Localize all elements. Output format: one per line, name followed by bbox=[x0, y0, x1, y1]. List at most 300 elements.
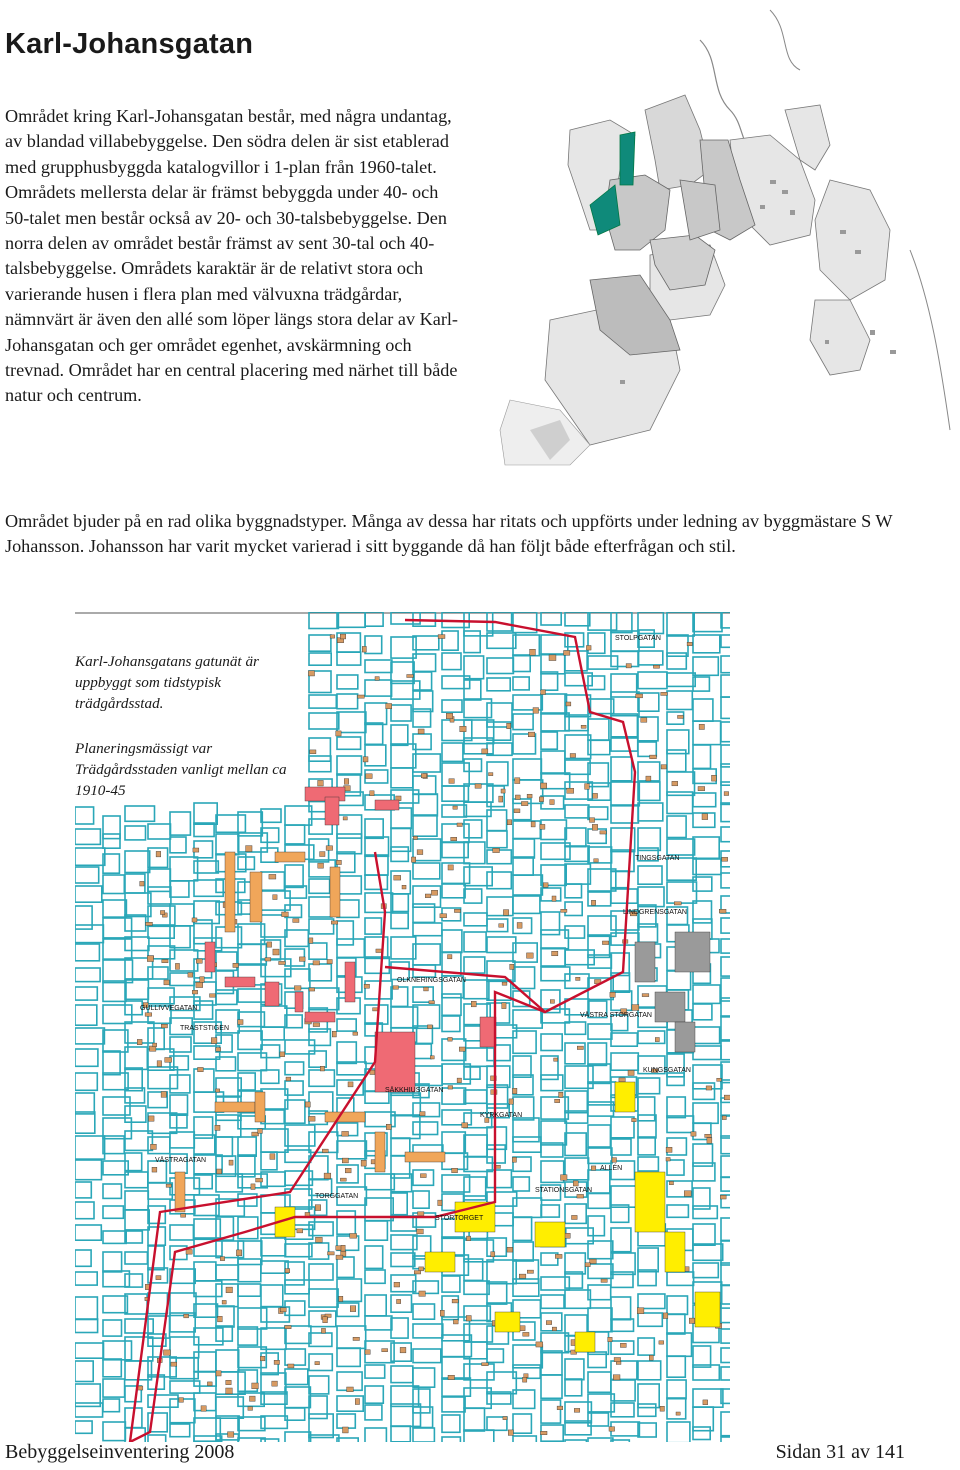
building bbox=[297, 1229, 303, 1233]
building bbox=[705, 1134, 712, 1137]
building bbox=[318, 863, 324, 868]
building bbox=[393, 986, 398, 989]
building bbox=[717, 1078, 722, 1081]
building bbox=[417, 850, 423, 855]
building bbox=[448, 1375, 454, 1379]
building bbox=[552, 951, 558, 956]
building bbox=[225, 852, 235, 932]
building bbox=[285, 1326, 291, 1329]
building bbox=[299, 957, 305, 961]
building bbox=[430, 1056, 434, 1059]
street-label: KUNGSGATAN bbox=[643, 1067, 691, 1074]
building bbox=[528, 732, 535, 737]
building bbox=[273, 895, 277, 900]
building bbox=[527, 953, 534, 958]
building bbox=[162, 960, 168, 963]
building bbox=[267, 942, 272, 947]
building bbox=[362, 646, 366, 652]
building bbox=[340, 1178, 346, 1181]
building bbox=[313, 961, 320, 965]
building bbox=[457, 823, 462, 827]
building bbox=[523, 1377, 527, 1382]
building bbox=[330, 867, 340, 917]
building bbox=[325, 1112, 365, 1122]
building bbox=[156, 851, 161, 856]
building bbox=[370, 791, 374, 796]
building bbox=[577, 1194, 584, 1198]
building bbox=[564, 651, 570, 656]
building bbox=[466, 1316, 471, 1321]
building bbox=[157, 1061, 162, 1067]
building bbox=[491, 1252, 495, 1257]
building bbox=[555, 1254, 562, 1258]
building bbox=[453, 806, 457, 809]
building bbox=[175, 1172, 185, 1212]
building bbox=[659, 1341, 664, 1344]
building bbox=[397, 1299, 401, 1303]
building bbox=[440, 914, 447, 918]
street-label: KYRKGATAN bbox=[480, 1112, 523, 1119]
building bbox=[165, 1058, 172, 1063]
building bbox=[248, 1407, 253, 1411]
building bbox=[527, 794, 532, 798]
street-label: STATIONSGATAN bbox=[535, 1187, 593, 1194]
building bbox=[218, 1316, 223, 1322]
building bbox=[386, 704, 392, 709]
building bbox=[561, 909, 567, 912]
building bbox=[201, 1406, 206, 1411]
building bbox=[419, 1291, 425, 1296]
building bbox=[200, 977, 204, 983]
building bbox=[226, 1287, 232, 1293]
building bbox=[222, 1300, 226, 1304]
building bbox=[574, 1408, 580, 1412]
building bbox=[265, 982, 279, 1006]
building bbox=[343, 817, 347, 820]
building bbox=[341, 1245, 345, 1251]
building bbox=[575, 1332, 595, 1352]
building bbox=[719, 909, 726, 913]
building bbox=[407, 675, 414, 678]
building bbox=[550, 800, 554, 805]
building bbox=[160, 911, 164, 915]
building bbox=[260, 1356, 265, 1361]
building bbox=[586, 646, 591, 651]
building bbox=[309, 938, 313, 943]
building bbox=[502, 982, 507, 985]
building bbox=[446, 713, 453, 718]
building bbox=[216, 1371, 221, 1376]
building bbox=[541, 1431, 548, 1435]
building bbox=[400, 1347, 406, 1352]
building bbox=[507, 820, 511, 825]
building bbox=[318, 780, 324, 786]
building bbox=[523, 1332, 529, 1336]
building bbox=[635, 942, 655, 982]
building bbox=[375, 677, 379, 681]
building bbox=[628, 1070, 634, 1075]
building bbox=[382, 1349, 388, 1352]
building bbox=[394, 1282, 400, 1287]
building bbox=[438, 1200, 442, 1205]
building bbox=[642, 994, 649, 997]
building bbox=[703, 1400, 708, 1405]
building bbox=[309, 1116, 316, 1121]
building bbox=[515, 778, 520, 784]
building bbox=[475, 784, 481, 788]
building bbox=[429, 1001, 435, 1004]
building bbox=[689, 1318, 694, 1323]
building bbox=[323, 1317, 328, 1323]
building bbox=[541, 690, 546, 695]
building bbox=[612, 1158, 617, 1163]
building bbox=[215, 1102, 255, 1112]
building bbox=[272, 1381, 278, 1386]
street-label: VÄSTRA STORGATAN bbox=[580, 1012, 652, 1019]
street-map bbox=[75, 612, 730, 1442]
building bbox=[480, 1017, 496, 1047]
building bbox=[609, 1427, 615, 1431]
building bbox=[217, 1169, 222, 1174]
building bbox=[601, 1279, 607, 1282]
building bbox=[530, 649, 536, 655]
building bbox=[722, 857, 728, 861]
building bbox=[421, 774, 426, 778]
building bbox=[513, 1088, 517, 1093]
building bbox=[672, 781, 678, 786]
building bbox=[207, 1382, 212, 1386]
building bbox=[285, 1269, 290, 1273]
building bbox=[220, 1257, 224, 1261]
building bbox=[503, 910, 508, 916]
building bbox=[147, 956, 153, 962]
building bbox=[328, 1252, 335, 1255]
building bbox=[554, 1058, 558, 1061]
building bbox=[265, 958, 271, 961]
building-types-paragraph: Området bjuder på en rad olika byggnadstyper. Många av dessa har ritats och uppförts under ledning av byggmästare S W Johansson. Johansson har varit mycket varierad i sitt byggande då han följt både efterfrågan och stil. bbox=[5, 511, 893, 557]
building bbox=[666, 1158, 670, 1162]
building bbox=[555, 1099, 560, 1102]
building bbox=[665, 1232, 685, 1272]
building bbox=[527, 1270, 533, 1273]
building bbox=[655, 1038, 659, 1042]
building bbox=[405, 1152, 445, 1162]
building bbox=[417, 1229, 424, 1234]
building bbox=[342, 1158, 348, 1163]
intro-paragraph: Området kring Karl-Johansgatan består, med några undantag, av blandad villabebyggelse. Den södra delen är sist etablerad med grupphusbyggda katalogvillor i 1-plan från 1960-talet. Områdets mellersta delar är främst bebyggda under 40- och 50-talet men består också av 20- och 30-talsbebyggelse. Den norra delen av området består främst av sent 30-tal och 40-talsbebyggelse. Områdets karaktär är de relativt stora och varierande husen i flera plan med välvuxna trädgårdar, nämnvärt är även den allé som löper längs stora delar av Karl-Johansgatan och ger området egenhet, avskärmning och trevnad. Området har en central placering med närhet till både natur och centrum. bbox=[5, 106, 458, 406]
building bbox=[543, 883, 548, 887]
building bbox=[663, 1313, 668, 1319]
building bbox=[179, 1398, 184, 1403]
building bbox=[419, 1267, 424, 1271]
building bbox=[280, 1052, 285, 1057]
building bbox=[489, 773, 493, 776]
building bbox=[411, 857, 415, 862]
building bbox=[650, 755, 657, 759]
building bbox=[375, 800, 399, 810]
building bbox=[364, 984, 369, 988]
building bbox=[573, 1181, 578, 1186]
building bbox=[438, 635, 445, 639]
building bbox=[350, 1306, 356, 1312]
building bbox=[448, 1086, 453, 1089]
building bbox=[269, 874, 276, 879]
building bbox=[270, 1154, 275, 1160]
building bbox=[531, 822, 535, 827]
building bbox=[161, 1092, 166, 1098]
building bbox=[695, 1292, 720, 1327]
building bbox=[313, 1023, 320, 1027]
building bbox=[402, 885, 406, 889]
building bbox=[205, 942, 215, 972]
building bbox=[149, 1116, 155, 1121]
building bbox=[236, 1250, 241, 1256]
building bbox=[724, 1095, 730, 1100]
building bbox=[591, 1166, 596, 1170]
street-label: SÄKKHIUSGATAN bbox=[385, 1087, 444, 1094]
building bbox=[327, 960, 332, 964]
building bbox=[331, 921, 337, 924]
building bbox=[425, 894, 431, 898]
building bbox=[273, 949, 279, 955]
building bbox=[418, 729, 424, 734]
building bbox=[637, 1308, 644, 1314]
building bbox=[332, 1031, 336, 1037]
building bbox=[166, 1184, 171, 1187]
building bbox=[535, 1222, 565, 1247]
building bbox=[590, 818, 595, 823]
building bbox=[315, 1362, 320, 1365]
building bbox=[326, 846, 333, 851]
street-label: TRASTSTIGEN bbox=[180, 1025, 230, 1032]
building bbox=[418, 1212, 424, 1216]
building bbox=[669, 1181, 673, 1184]
building bbox=[215, 1125, 220, 1130]
building bbox=[425, 1252, 455, 1272]
building bbox=[226, 1380, 231, 1385]
building bbox=[376, 949, 382, 953]
building bbox=[576, 977, 580, 980]
building bbox=[699, 724, 704, 729]
building bbox=[275, 852, 305, 862]
street-label: VÄSTRAGATAN bbox=[155, 1157, 207, 1164]
building bbox=[594, 859, 599, 862]
building bbox=[512, 1157, 516, 1162]
building bbox=[336, 1255, 343, 1259]
building bbox=[691, 1132, 696, 1136]
building bbox=[330, 635, 335, 638]
building bbox=[156, 1276, 161, 1280]
building bbox=[675, 1022, 695, 1052]
building bbox=[707, 1138, 712, 1144]
building bbox=[420, 1112, 425, 1116]
map-caption-garden-city: Karl-Johansgatans gatunät är uppbyggt som tidstypisk trädgårdsstad. bbox=[75, 651, 290, 714]
building bbox=[459, 1047, 465, 1051]
building bbox=[482, 1363, 489, 1366]
building bbox=[678, 715, 684, 718]
building bbox=[325, 797, 339, 825]
building bbox=[322, 1149, 328, 1152]
building bbox=[345, 962, 355, 1002]
building bbox=[585, 1263, 590, 1267]
building bbox=[153, 1043, 157, 1047]
building bbox=[585, 784, 590, 790]
building bbox=[510, 964, 514, 969]
street-label: ALLÉN bbox=[600, 1165, 623, 1172]
building bbox=[448, 1037, 452, 1041]
building bbox=[252, 1383, 259, 1389]
building bbox=[246, 846, 252, 852]
building bbox=[309, 988, 315, 991]
building bbox=[280, 1308, 286, 1312]
building bbox=[570, 754, 576, 758]
building bbox=[495, 1312, 520, 1332]
building bbox=[451, 837, 457, 841]
building bbox=[499, 924, 504, 928]
building bbox=[593, 793, 598, 798]
building bbox=[620, 1343, 626, 1347]
building bbox=[467, 1236, 471, 1241]
building bbox=[363, 757, 368, 762]
building bbox=[471, 1001, 476, 1007]
building bbox=[348, 1082, 353, 1087]
building bbox=[684, 1191, 691, 1197]
building bbox=[210, 994, 216, 997]
building bbox=[561, 1175, 568, 1180]
street-label: TORGGATAN bbox=[315, 1193, 359, 1200]
building bbox=[137, 1039, 142, 1044]
building bbox=[460, 726, 466, 732]
building bbox=[365, 1350, 370, 1355]
building bbox=[503, 1417, 507, 1420]
building bbox=[550, 1000, 554, 1004]
street-label: STORTORGET bbox=[435, 1215, 484, 1222]
building bbox=[649, 1355, 653, 1360]
building bbox=[413, 836, 417, 839]
building bbox=[293, 919, 299, 923]
building bbox=[552, 896, 556, 901]
building bbox=[448, 865, 453, 870]
building bbox=[653, 665, 659, 668]
building bbox=[342, 1131, 349, 1136]
building bbox=[427, 1025, 432, 1029]
building bbox=[533, 708, 539, 714]
building bbox=[347, 1387, 354, 1392]
building bbox=[440, 1310, 444, 1316]
building bbox=[310, 750, 316, 754]
building bbox=[250, 1396, 256, 1401]
building bbox=[274, 1360, 279, 1364]
building bbox=[152, 1167, 157, 1172]
building bbox=[687, 642, 692, 645]
building bbox=[211, 1038, 217, 1044]
building bbox=[216, 1048, 221, 1052]
building bbox=[674, 902, 681, 905]
building bbox=[288, 1364, 294, 1368]
building bbox=[521, 802, 528, 806]
building bbox=[164, 1350, 171, 1355]
building bbox=[499, 796, 503, 802]
building bbox=[320, 852, 325, 857]
street-label: GULLIVVEGATAN bbox=[140, 1005, 198, 1012]
building bbox=[702, 814, 708, 820]
building bbox=[577, 1046, 583, 1049]
building bbox=[229, 1160, 233, 1165]
building bbox=[614, 1358, 620, 1362]
building bbox=[581, 725, 586, 728]
footer-publication: Bebyggelseinventering 2008 bbox=[5, 1441, 235, 1463]
building bbox=[286, 1077, 291, 1081]
building bbox=[675, 932, 710, 972]
building bbox=[161, 1024, 167, 1028]
building bbox=[192, 918, 197, 922]
district-overview-map bbox=[470, 0, 958, 470]
building bbox=[353, 1032, 358, 1035]
building bbox=[559, 1092, 563, 1097]
building bbox=[655, 992, 685, 1022]
building bbox=[226, 1388, 233, 1394]
building bbox=[453, 1320, 458, 1324]
building bbox=[316, 1237, 323, 1242]
building bbox=[698, 787, 705, 791]
street-label: LINDGRENSGATAN bbox=[623, 909, 687, 916]
building bbox=[502, 1003, 506, 1009]
building bbox=[454, 909, 460, 912]
building bbox=[225, 977, 255, 987]
building bbox=[646, 776, 651, 781]
building bbox=[448, 955, 452, 959]
building bbox=[572, 1215, 578, 1219]
building bbox=[449, 779, 454, 784]
building bbox=[635, 1172, 665, 1232]
building bbox=[712, 775, 717, 781]
building bbox=[536, 1342, 543, 1347]
building bbox=[336, 860, 341, 864]
building bbox=[375, 1032, 415, 1092]
building bbox=[615, 1082, 635, 1112]
building bbox=[186, 1250, 192, 1255]
building bbox=[151, 1144, 157, 1149]
building bbox=[566, 702, 571, 706]
building bbox=[164, 980, 169, 985]
building bbox=[514, 809, 520, 813]
building bbox=[198, 1067, 204, 1071]
building bbox=[336, 731, 341, 736]
building bbox=[305, 1102, 310, 1107]
building bbox=[258, 1129, 263, 1133]
building bbox=[591, 900, 595, 905]
building bbox=[184, 1314, 189, 1318]
building bbox=[632, 1118, 637, 1121]
building bbox=[294, 986, 301, 990]
street-label: TINGSGATAN bbox=[635, 855, 680, 862]
building bbox=[340, 634, 346, 639]
building bbox=[540, 824, 545, 829]
building bbox=[602, 941, 608, 945]
building bbox=[414, 1271, 420, 1274]
building bbox=[192, 990, 197, 994]
building bbox=[420, 1174, 426, 1178]
building bbox=[507, 723, 511, 729]
building bbox=[567, 788, 574, 793]
building bbox=[233, 963, 239, 967]
building bbox=[145, 1013, 152, 1016]
building bbox=[171, 1362, 177, 1366]
building bbox=[508, 1430, 513, 1436]
building bbox=[590, 1259, 597, 1263]
building bbox=[608, 1337, 612, 1341]
building bbox=[366, 774, 373, 779]
